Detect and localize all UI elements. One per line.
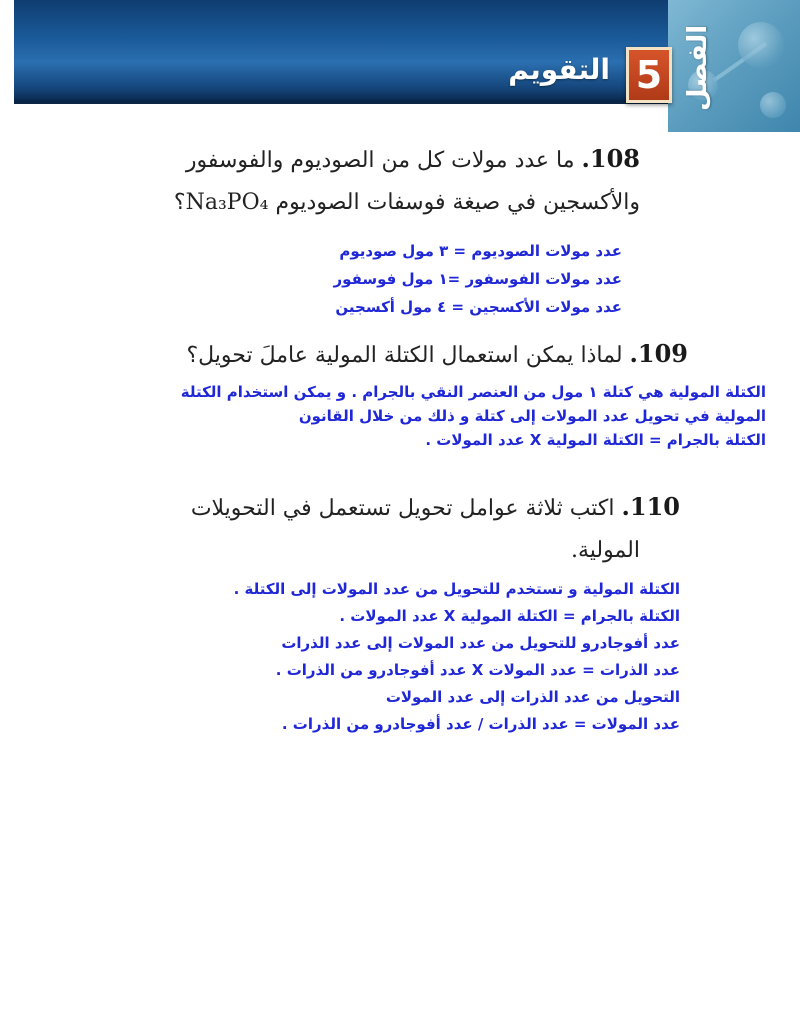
answer-line: عدد المولات = عدد الذرات / عدد أفوجادرو من الذرات . [281,715,680,733]
question-number: 108. [581,144,640,173]
page-title: التقويم [508,53,610,86]
answer-108 [260,237,622,321]
answer-line: عدد أفوجادرو للتحويل من عدد المولات إلى عدد الذرات [281,634,680,652]
question-line: المولية. [570,538,640,563]
chapter-label: الفصل [683,24,713,112]
molecule-atom-decoration [760,92,786,118]
answer-line: الكتلة بالجرام = الكتلة المولية X عدد المولات . [339,607,680,625]
question-line: والأكسجين في صيغة فوسفات الصوديوم Na₃PO₄؟ [173,190,640,215]
answer-line: المولية في تحويل عدد المولات إلى كتلة و ذلك من خلال القانون [298,407,766,425]
question-110 [160,486,680,572]
question-line: 109. لماذا يمكن استعمال الكتلة المولية عاملَ تحويل؟ [186,339,688,368]
answer-line: عدد مولات الأكسجين = ٤ مول أكسجين [335,298,622,316]
chapter-number-badge: 5 [626,47,672,103]
question-line: 110. اكتب ثلاثة عوامل تحويل تستعمل في التحويلات [190,492,680,521]
answer-109 [40,380,766,452]
question-line: 108. ما عدد مولات كل من الصوديوم والفوسفور [185,144,640,173]
answer-line: التحويل من عدد الذرات إلى عدد المولات [385,688,680,706]
question-number: 110. [621,492,680,521]
question-number: 109. [629,339,688,368]
molecule-atom-decoration [738,22,784,68]
answer-line: عدد الذرات = عدد المولات X عدد أفوجادرو من الذرات . [275,661,680,679]
answer-line: الكتلة المولية و تستخدم للتحويل من عدد المولات إلى الكتلة . [233,580,680,598]
question-108 [130,138,640,224]
question-109 [186,333,688,377]
answer-110 [233,576,680,738]
answer-line: عدد مولات الصوديوم = ٣ مول صوديوم [339,242,622,260]
answer-line: عدد مولات الفوسفور =١ مول فوسفور [333,270,622,288]
answer-line: الكتلة المولية هي كتلة ١ مول من العنصر النقي بالجرام . و يمكن استخدام الكتلة [180,383,766,401]
answer-line: الكتلة بالجرام = الكتلة المولية X عدد المولات . [425,431,766,449]
